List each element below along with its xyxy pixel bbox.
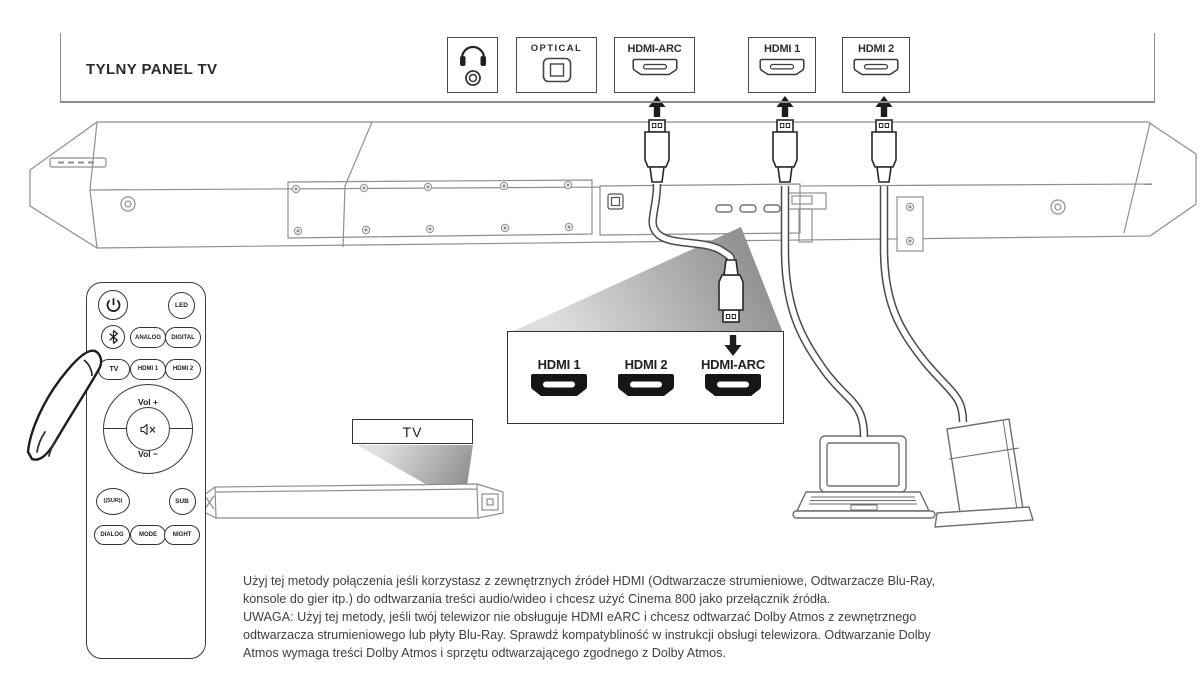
bluetooth-icon [108, 330, 119, 344]
toslink-optical-icon [542, 57, 572, 84]
remote-vol-minus-label: Vol − [138, 449, 158, 459]
note-line: UWAGA: Użyj tej metody, jeśli twój telewizor nie obsługuje HDMI eARC i chcesz odtwarzać Dolby Atmos z zewnętrznego [243, 610, 917, 624]
port-box-optical [516, 37, 597, 93]
tv-label: TV [402, 423, 423, 440]
hdmi-port-black-icon [616, 372, 676, 398]
instruction-note [243, 572, 958, 662]
remote-mode-button: MODE [130, 525, 166, 545]
remote-tv-button: TV [98, 359, 130, 380]
remote-hdmi2-button: HDMI 2 [165, 359, 201, 380]
volume-divider-left [103, 428, 126, 429]
note-line: Użyj tej metody połączenia jeśli korzystasz z zewnętrznych źródeł HDMI (Odtwarzacze strumieniowe, Odtwarzacze Blu-Ray, [243, 574, 935, 588]
soundbar-ports-callout [507, 331, 784, 424]
remote-digital-button: DIGITAL [165, 327, 201, 348]
hdmi-arc-cable [653, 184, 731, 260]
hdmi-arc-label: HDMI-ARC [627, 43, 682, 55]
hdmi-plug-callout [719, 260, 743, 322]
hdmi1-cable [785, 186, 864, 437]
hdmi-port-black-icon [529, 372, 589, 398]
hdmi-plug-arc [645, 120, 669, 182]
laptop-illustration [793, 436, 935, 518]
note-line: Atmos wymaga treści Dolby Atmos i sprzętu odtwarzającego zgodnego z Dolby Atmos. [243, 646, 726, 660]
callout-hdmi2 [601, 357, 691, 403]
remote-power-button [98, 290, 128, 320]
game-console-illustration [935, 419, 1033, 527]
hdmi-plug-1 [773, 120, 797, 182]
callout-hdmi-arc-label: HDMI-ARC [700, 357, 766, 372]
remote-dialog-button: DIALOG [94, 525, 130, 545]
port-box-headphone [447, 37, 498, 93]
remote-mute-button [126, 407, 170, 451]
callout-hdmi2-label: HDMI 2 [624, 357, 668, 372]
hdmi1-label: HDMI 1 [763, 43, 801, 55]
note-line: konsole do gier itp.) do odtwarzania treści audio/wideo i chcesz użyć Cinema 800 jako przełącznik źródła. [243, 592, 831, 606]
mute-icon [140, 424, 156, 435]
tv-rear-panel-title: TYLNY PANEL TV [86, 61, 218, 78]
remote-vol-plus-label: Vol + [138, 397, 158, 407]
remote-hdmi1-button: HDMI 1 [130, 359, 166, 380]
port-box-hdmi2 [842, 37, 910, 93]
tv-rear-panel [60, 33, 1155, 103]
power-icon [106, 298, 121, 313]
hdmi-port-outline-icon [631, 58, 679, 76]
callout-hdmi1-label: HDMI 1 [537, 357, 581, 372]
hdmi-plug-2 [872, 120, 896, 182]
remote-analog-button: ANALOG [130, 327, 166, 348]
tv-label-box [352, 419, 473, 444]
hdmi-port-black-icon [703, 372, 763, 398]
zoom-callout-triangle [509, 227, 783, 333]
soundbar-rear-illustration [30, 122, 1196, 251]
remote-night-button: NIGHT [164, 525, 200, 545]
note-line: odtwarzacza strumieniowego lub płyty Blu-Ray. Sprawdź kompatybliność w instrukcji obsługi telewizora. Odtwarzanie Dolby [243, 628, 931, 642]
port-box-hdmi-arc [614, 37, 695, 93]
callout-hdmi1 [514, 357, 604, 403]
remote-bluetooth-button [101, 325, 125, 349]
volume-divider-right [170, 428, 193, 429]
tv-pointer-triangle [357, 445, 473, 506]
callout-hdmi-arc [688, 357, 778, 403]
remote-control-illustration [86, 282, 206, 659]
remote-led-button: LED [168, 292, 195, 319]
hdmi2-cable [884, 186, 963, 422]
headphones-jack-icon [458, 42, 488, 88]
remote-sub-button: SUB [169, 488, 196, 515]
port-box-hdmi1 [748, 37, 816, 93]
hdmi2-label: HDMI 2 [857, 43, 895, 55]
hdmi-port-outline-icon [758, 58, 806, 76]
remote-surround-button: ((SUR)) [96, 488, 130, 515]
soundbar-front-illustration [204, 484, 503, 518]
hdmi-port-outline-icon [852, 58, 900, 76]
optical-label: OPTICAL [530, 43, 583, 54]
